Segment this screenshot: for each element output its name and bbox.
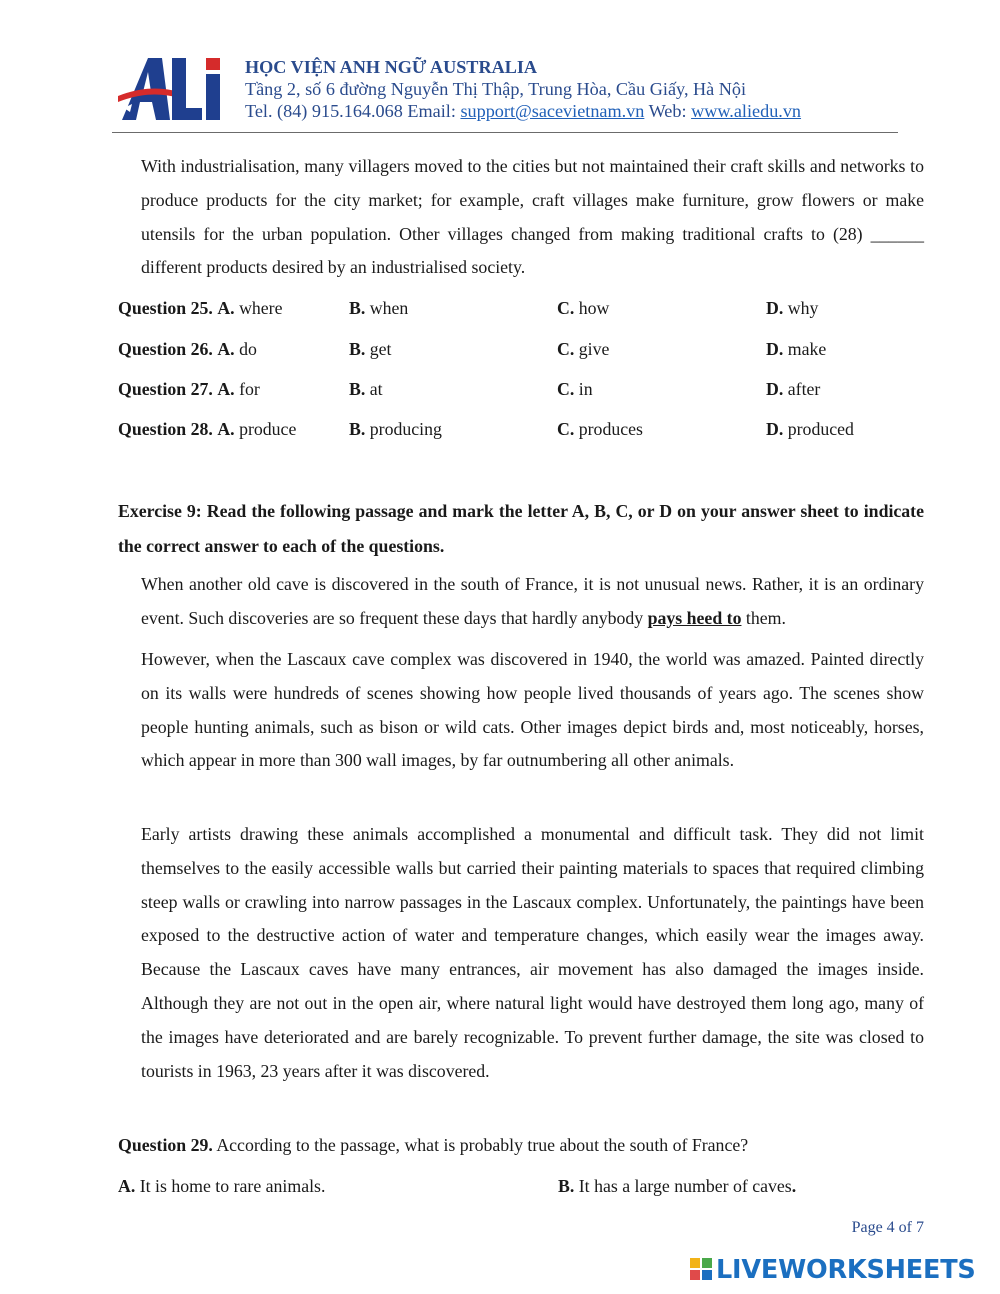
option-letter: B.: [349, 339, 366, 359]
email-link[interactable]: support@sacevietnam.vn: [460, 101, 645, 121]
option-letter: A.: [217, 379, 235, 399]
option-letter: D.: [766, 339, 784, 359]
option-letter: A.: [118, 1176, 136, 1196]
option-text: produced: [787, 419, 854, 439]
question-29-option-b: [558, 1176, 796, 1197]
option-letter: A.: [217, 339, 235, 359]
option-letter: B.: [349, 419, 366, 439]
question-29: [118, 1135, 748, 1156]
option-text: at: [369, 379, 383, 399]
option-text: It is home to rare animals.: [135, 1176, 326, 1196]
liveworksheets-wordmark: LIVEWORKSHEETS: [716, 1255, 976, 1285]
passage-paragraph-1: [141, 568, 924, 636]
paragraph-text: them.: [741, 607, 786, 628]
option-letter: B.: [558, 1176, 575, 1196]
option-text: when: [369, 298, 409, 318]
passage-paragraph-3: Early artists drawing these animals accomplished a monumental and difficult task. They did not limit themselves to the easily accessible walls but carried their painting materials to spaces that required climbing steep walls or crawling into narrow passages in the Lascaux complex. Unfortunately, the paintings have been exposed to the destructive action of water and temperature changes, which easily wear the images away. Because the Lascaux caves have many entrances, air movement has also damaged the images inside. Although they are not out in the open air, where natural light would have destroyed them long ago, many of the images have deteriorated and are barely recognizable. To prevent further damage, the site was closed to tourists in 1963, 23 years after it was discovered.: [141, 824, 924, 1081]
header-text: [245, 56, 801, 122]
option-letter: D.: [766, 379, 784, 399]
academy-address: Tầng 2, số 6 đường Nguyễn Thị Thập, Trung Hòa, Cầu Giấy, Hà Nội: [245, 79, 747, 99]
paragraph-text: When another old cave is discovered in the south of France, it is not unusual news. Rather, it is an ordinary event. Such discoveries are so frequent these days that hardly anybody: [141, 574, 924, 628]
passage-industrialisation: With industrialisation, many villagers moved to the cities but not maintained their craft skills and networks to produce products for the city market; for example, craft villages make furniture, grow flowers or make utensils for the urban population. Other villages changed from making traditional crafts to (28) ______ different products desired by an industrialised society.: [141, 156, 924, 278]
ali-logo-icon: [118, 52, 228, 124]
option-text: give: [578, 339, 610, 359]
question-row-28: [118, 419, 924, 443]
underlined-phrase: pays heed to: [647, 607, 742, 628]
question-text: According to the passage, what is probably true about the south of France?: [212, 1135, 749, 1155]
option-letter: C.: [557, 379, 575, 399]
web-link[interactable]: www.aliedu.vn: [691, 101, 802, 121]
option-text: in: [578, 379, 593, 399]
ali-logo: [118, 52, 228, 124]
option-letter: A.: [217, 298, 235, 318]
option-text: produces: [578, 419, 643, 439]
question-label: Question 28.: [118, 419, 213, 439]
option-text: how: [578, 298, 610, 318]
option-end-punct: .: [791, 1176, 797, 1196]
page-header: [112, 48, 898, 133]
tel-label: Tel. (84) 915.164.068 Email:: [245, 101, 461, 121]
exercise-9-heading: Exercise 9: Read the following passage and mark the letter A, B, C, or D on your answer sheet to indicate the correct answer to each of the questions.: [118, 501, 924, 556]
option-letter: C.: [557, 419, 575, 439]
option-letter: C.: [557, 298, 575, 318]
option-text: producing: [369, 419, 442, 439]
option-letter: C.: [557, 339, 575, 359]
academy-title: HỌC VIỆN ANH NGỮ AUSTRALIA: [245, 57, 538, 77]
option-letter: D.: [766, 419, 784, 439]
option-text: It has a large number of caves: [574, 1176, 792, 1196]
option-letter: D.: [766, 298, 784, 318]
page-number: Page 4 of 7: [851, 1219, 924, 1236]
question-29-option-a: [118, 1176, 325, 1197]
question-row-25: [118, 298, 924, 322]
question-label: Question 25.: [118, 298, 213, 318]
option-letter: B.: [349, 298, 366, 318]
option-text: why: [787, 298, 819, 318]
option-letter: B.: [349, 379, 366, 399]
option-text: make: [787, 339, 827, 359]
option-text: where: [239, 298, 283, 318]
passage-paragraph-2: However, when the Lascaux cave complex was discovered in 1940, the world was amazed. Painted directly on its walls were hundreds of scenes showing how people lived thousands of years ago. The scenes show people hunting animals, such as bison or wild cats. Other images depict birds and, most noticeably, horses, which appear in more than 300 wall images, by far outnumbering all other animals.: [141, 649, 924, 771]
question-row-27: [118, 379, 924, 403]
option-text: for: [239, 379, 260, 399]
question-row-26: [118, 339, 924, 363]
option-text: get: [369, 339, 392, 359]
question-label: Question 29.: [118, 1135, 213, 1155]
option-text: produce: [239, 419, 297, 439]
option-text: do: [239, 339, 257, 359]
liveworksheets-icon: [690, 1258, 714, 1282]
contact-line: [245, 100, 801, 122]
liveworksheets-brand: [690, 1256, 990, 1286]
question-label: Question 26.: [118, 339, 213, 359]
web-label: Web:: [644, 101, 692, 121]
option-letter: A.: [217, 419, 235, 439]
option-text: after: [787, 379, 821, 399]
question-label: Question 27.: [118, 379, 213, 399]
